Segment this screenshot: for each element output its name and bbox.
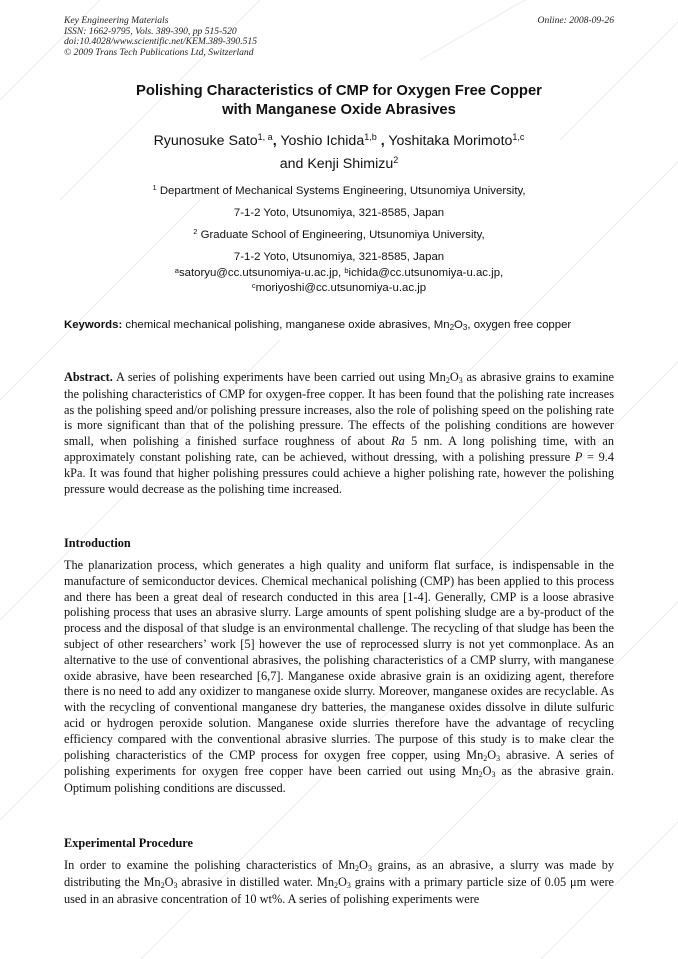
affiliation-1-line-2: 7-1-2 Yoto, Utsunomiya, 321-8585, Japan (233, 207, 445, 219)
keywords-text: chemical mechanical polishing, manganese oxide abrasives, $Mn_2O_3$, oxygen free copper (125, 319, 572, 332)
affiliation-1-sup: 1 (152, 183, 157, 192)
author-morimoto: Yoshitaka Morimoto (388, 133, 513, 149)
abstract (64, 370, 614, 497)
affiliation-1 (40, 180, 638, 224)
keywords-block (64, 318, 614, 333)
title-line-1: Polishing Characteristics of CMP for Oxygen Free Copper (136, 83, 542, 99)
author-shimizu-sup: 2 (393, 155, 399, 165)
experimental-heading: Experimental Procedure (64, 836, 193, 850)
online-date: Online: 2008-09-26 (537, 15, 614, 26)
email-morimoto: moriyoshi@cc.utsunomiya-u.ac.jp (255, 282, 427, 294)
author-emails (40, 266, 638, 296)
email-ichida: ichida@cc.utsunomiya-u.ac.jp, (348, 267, 504, 279)
email-a-sup: a (174, 266, 179, 275)
author-sato: Ryunosuke Sato (153, 133, 258, 149)
title-line-2: with Manganese Oxide Abrasives (222, 102, 456, 118)
affiliation-2-sup: 2 (193, 227, 198, 236)
email-sato: satoryu@cc.utsunomiya-u.ac.jp, (178, 267, 342, 279)
affiliation-2-line-1: Graduate School of Engineering, Utsunomiya University, (200, 229, 485, 241)
author-list (30, 130, 648, 176)
doi-line: doi:10.4028/www.scientific.net/KEM.389-390.515 (64, 36, 258, 48)
abstract-label: Abstract. (64, 370, 113, 384)
keywords-label: Keywords: (64, 319, 123, 331)
affiliation-1-line-1: Department of Mechanical Systems Engineering, Utsunomiya University, (159, 185, 526, 197)
affiliation-2-line-2: 7-1-2 Yoto, Utsunomiya, 321-8585, Japan (233, 251, 445, 263)
author-sep: , (272, 133, 277, 149)
copyright-line: © 2009 Trans Tech Publications Ltd, Switzerland (64, 46, 254, 58)
experimental-body: In order to examine the polishing characteristics of $Mn_2O_3$ grains, as an abrasive, a slurry was made by distributing the $Mn_2O_3$ abrasive in distilled water. $Mn_2O_3$ grains with a primary particle size of 0.05 μm were used in an abrasive concentration of 10 wt%. A series of polishing experiments were (64, 858, 615, 906)
introduction-heading: Introduction (64, 536, 131, 550)
journal-name: Key Engineering Materials (64, 15, 169, 26)
paper-title (40, 82, 638, 120)
author-sato-sup: 1, a (257, 132, 273, 142)
journal-header (64, 16, 614, 58)
author-sep: , (380, 133, 385, 149)
email-c-sup: c (251, 281, 256, 290)
issn-line: ISSN: 1662-9795, Vols. 389-390, pp 515-520 (64, 25, 237, 37)
author-shimizu: and Kenji Shimizu (279, 156, 394, 172)
author-ichida-sup: 1,b (364, 132, 377, 142)
author-morimoto-sup: 1,c (512, 132, 525, 142)
affiliation-2 (40, 224, 638, 268)
email-b-sup: b (344, 266, 349, 275)
introduction-body: The planarization process, which generates a high quality and uniform flat surface, is indispensable in the manufacture of semiconductor devices. Chemical mechanical polishing (CMP) has been applied to this process and there has been a great deal of research conducted in this area [1-4]. Generally, CMP is a loose abrasive polishing process that uses an abrasive slurry. Large amounts of spent polishing sludge are a by-product of the process and the disposal of that sludge is an environmental challenge. The recycling of that sludge has been the subject of other researchers’ work [5] however the use of reprocessed slurry is not yet commonplace. As an alternative to the use of conventional abrasives, the polishing characteristics of a CMP slurry, with manganese oxide abrasive, have been researched [6,7]. Manganese oxide abrasive grain is an oxidizing agent, therefore there is no need to add any oxidizer to manganese oxide slurry. Moreover, manganese oxides are recyclable. As with the recycling of conventional manganese dry batteries, the manganese oxides dissolve in dilute sulfuric acid or hydrogen peroxide solution. Manganese oxide slurries therefore have the advantage of recycling efficiency compared with the conventional abrasive slurries. The purpose of this study is to make clear the polishing characteristics of the CMP process for oxygen free copper, using $Mn_2O_3$ abrasive. A series of polishing experiments for oxygen free copper have been carried out using $Mn_2O_3$ as the abrasive grain. Optimum polishing conditions are discussed. (64, 558, 615, 796)
abstract-text: A series of polishing experiments have been carried out using $Mn_2O_3$ as abrasive grains to examine the polishing characteristics of CMP for oxygen-free copper. It has been found that the polishing rate increases as the polishing speed and/or polishing pressure increases, also the role of polishing speed on the polishing rate is more significant than that of the polishing pressure. The effects of the polishing conditions are however small, when polishing a finished surface roughness of about Ra 5 nm. A long polishing time, with an approximately constant polishing rate, can be achieved, without dressing, with a polishing pressure P = 9.4 kPa. It was found that higher polishing pressures could achieve a higher polishing rate, however the polishing pressure would decrease as the polishing time increased. (64, 370, 615, 496)
author-ichida: Yoshio Ichida (280, 133, 365, 149)
